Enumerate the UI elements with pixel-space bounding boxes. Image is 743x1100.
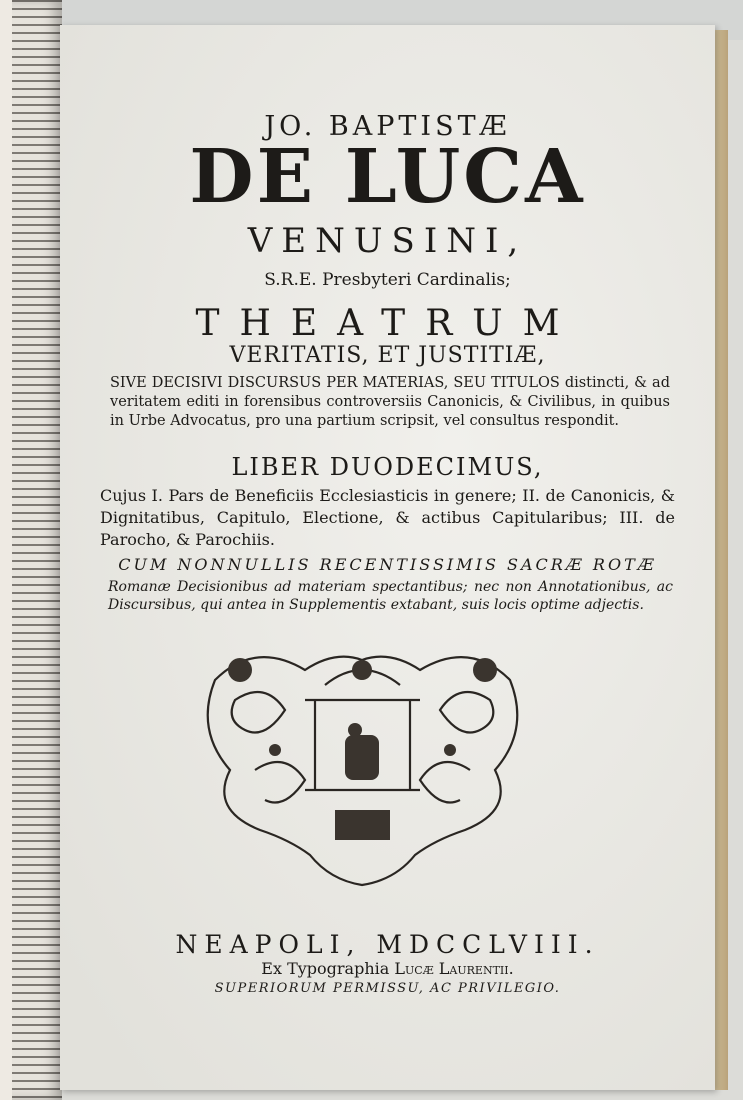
privilege: SUPERIORUM PERMISSU, AC PRIVILEGIO. (214, 981, 561, 996)
printer-prefix: Ex Typographia (261, 959, 390, 978)
printer-name: Lucæ Laurentii. (394, 959, 514, 978)
author-origin: VENUSINI, (247, 221, 528, 261)
place-date: NEAPOLI, MDCCLVIII. (175, 930, 600, 959)
printer-ornament-engraving (195, 640, 530, 890)
work-title: THEATRUM (195, 303, 580, 344)
work-subtitle: VERITATIS, ET JUSTITIÆ, (229, 343, 546, 368)
left-page-text-edge (0, 0, 62, 1100)
supplement-heading: CUM NONNULLIS RECENTISSIMIS SACRÆ ROTÆ (118, 555, 657, 574)
author-name: DE LUCA (189, 134, 586, 220)
volume: LIBER DUODECIMUS, (231, 453, 544, 481)
supplement-text: Romanæ Decisionibus ad materiam spectantibus; nec non Annotationibus, ac Discursibus, qui antea in Supplementis extabant, suis locis optime adjectis. (108, 579, 673, 613)
description: SIVE DECISIVI DISCURSUS PER MATERIAS, SEU TITULOS distincti, & ad veritatem editi in forensibus controversiis Canonicis, & Civilibus, in quibus in Urbe Advocatus, pro una partium scripsit, vel consultus respondit. (110, 375, 670, 429)
printer (60, 959, 715, 978)
contents: Cujus I. Pars de Beneficiis Ecclesiasticis in genere; II. de Canonicis, & Dignitatibus, Capitulo, Electione, & actibus Capitularibus; III. de Parocho, & Parochiis. (100, 486, 675, 549)
author-prefix: JO. BAPTISTÆ (264, 111, 511, 142)
author-title: S.R.E. Presbyteri Cardinalis; (264, 270, 511, 290)
title-page (60, 25, 715, 1090)
